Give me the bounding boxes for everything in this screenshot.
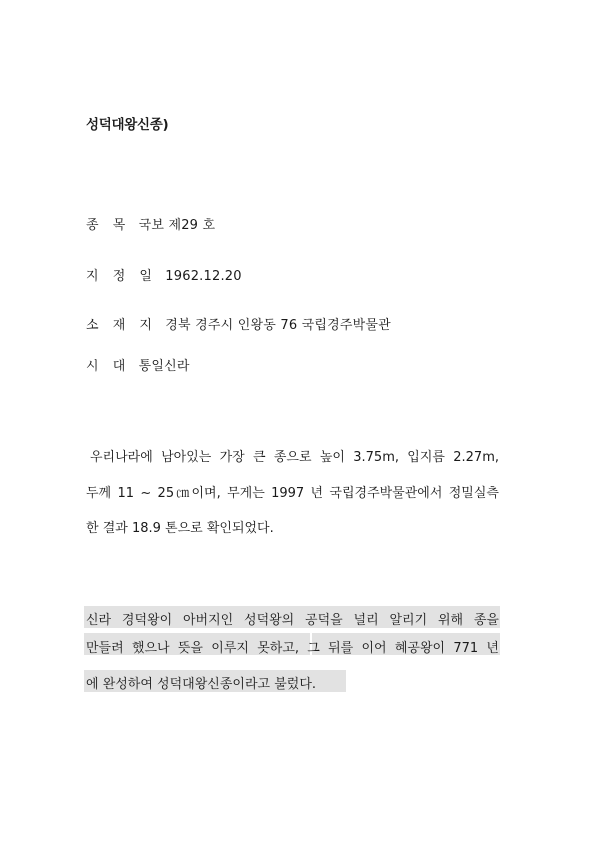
paragraph1-line3: 한 결과 18.9 톤으로 확인되었다. (86, 521, 274, 536)
paragraph1-line1: 우리나라에 남아있는 가장 큰 종으로 높이 3.75m, 입지름 2.27m, (90, 450, 499, 465)
paragraph2-line1: 신라 경덕왕이 아버지인 성덕왕의 공덕을 널리 알리기 위해 종을 (86, 613, 499, 628)
info-designation-date (86, 265, 242, 284)
info-category-value: 국보 제29 호 (138, 218, 216, 233)
info-date-label: 지 정 일 (86, 269, 157, 284)
info-era-label: 시 대 (86, 359, 131, 374)
info-location-label: 소 재 지 (86, 318, 157, 333)
paragraph2-line3: 에 완성하여 성덕대왕신종이라고 불렀다. (86, 677, 317, 692)
info-era (86, 355, 190, 374)
info-category-label: 종 목 (86, 218, 131, 233)
document-title: 성덕대왕신종) (86, 117, 169, 133)
info-location (86, 314, 391, 333)
info-era-value: 통일신라 (138, 359, 190, 374)
paragraph1-line2: 두께 11 ~ 25㎝이며, 무게는 1997 년 국립경주박물관에서 정밀실측 (86, 486, 499, 501)
info-category (86, 214, 215, 233)
info-location-value: 경북 경주시 인왕동 76 국립경주박물관 (165, 318, 391, 333)
info-date-value: 1962.12.20 (165, 269, 242, 284)
paragraph2-line2: 만들려 했으나 뜻을 이루지 못하고, 그 뒤를 이어 혜공왕이 771 년 (86, 641, 499, 656)
